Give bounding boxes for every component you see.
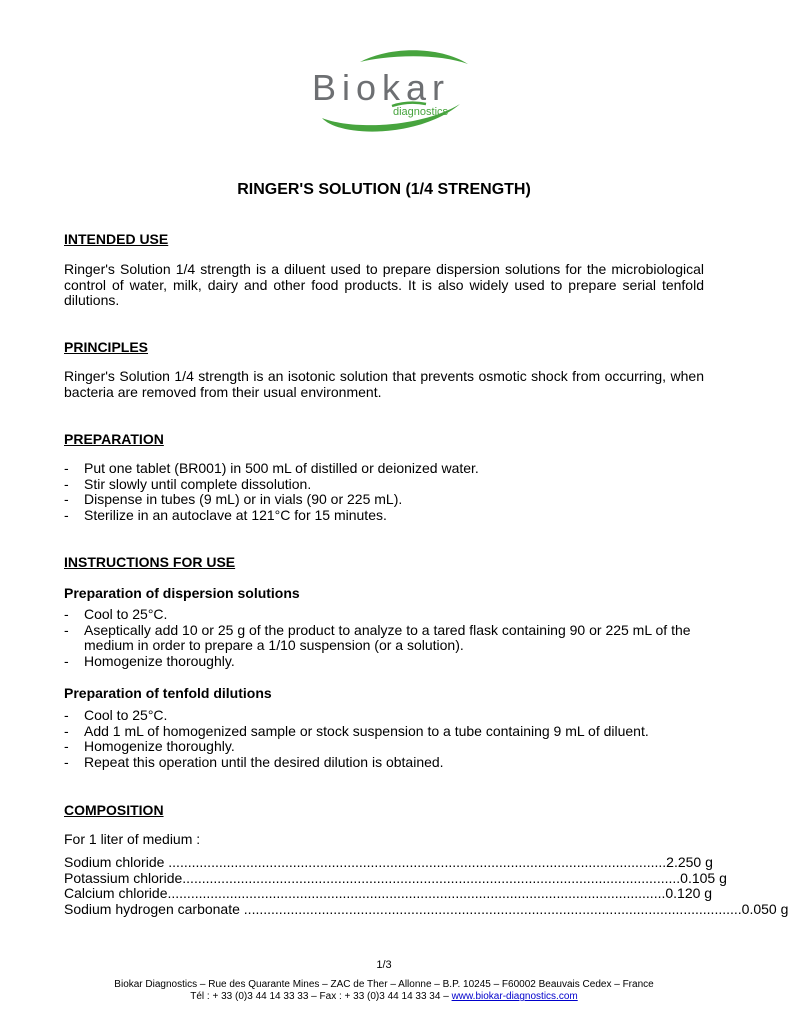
tenfold-list — [64, 708, 714, 770]
principles-text: Ringer's Solution 1/4 strength is an isotonic solution that prevents osmotic shock from occurring, when bacteria are removed from their usual environment. — [64, 368, 704, 400]
bullet-dash: - — [64, 606, 69, 622]
bullet-dash: - — [64, 652, 69, 669]
intended-use-text: Ringer's Solution 1/4 strength is a diluent used to prepare dispersion solutions for the microbiological control of water, milk, dairy and other food products. It is also widely used to prepare serial tenfold dilutions. — [64, 261, 704, 308]
dispersion-list — [64, 607, 714, 669]
composition-row — [64, 869, 727, 887]
composition-value: 0.105 g — [680, 869, 727, 886]
composition-row — [64, 900, 788, 918]
preparation-heading: PREPARATION — [64, 431, 164, 447]
company-logo — [300, 44, 472, 136]
bullet-dash: - — [64, 460, 69, 476]
principles-heading: PRINCIPLES — [64, 339, 149, 355]
list-item-text: Dispense in tubes (9 mL) or in vials (90 or 225 mL). — [84, 491, 403, 507]
bullet-dash: - — [64, 722, 69, 739]
list-item — [64, 508, 714, 524]
tenfold-heading: Preparation of tenfold dilutions — [64, 685, 272, 701]
composition-value: 0.050 g — [741, 900, 788, 917]
logo-sub-text: diagnostics — [393, 106, 449, 118]
composition-name: Sodium chloride — [64, 854, 165, 870]
list-item — [64, 708, 714, 724]
preparation-list — [64, 461, 714, 523]
list-item-text: Homogenize thoroughly. — [84, 738, 235, 754]
composition-row — [64, 854, 713, 871]
page-footer — [0, 979, 768, 1003]
footer-phone-fax: Tél : + 33 (0)3 44 14 33 33 – Fax : + 33 (0)3 44 14 33 34 – — [190, 991, 449, 1002]
list-item — [64, 724, 714, 740]
composition-heading: COMPOSITION — [64, 802, 164, 818]
leader-dots: ................................................................................................................................ — [182, 869, 681, 886]
composition-name: Potassium chloride — [64, 869, 183, 886]
list-item-text: Cool to 25°C. — [84, 707, 168, 723]
list-item-text: Homogenize thoroughly. — [84, 652, 235, 669]
list-item-text: Aseptically add 10 or 25 g of the product to analyze to a tared flask containing 90 or 225 mL of the medium in order to prepare a 1/10 suspension (or a solution). — [84, 621, 691, 653]
document-title: RINGER'S SOLUTION (1/4 STRENGTH) — [237, 181, 531, 198]
website-link[interactable]: www.biokar-diagnostics.com — [451, 991, 578, 1002]
leader-dots: ................................................................................................................................ — [164, 854, 667, 870]
composition-intro: For 1 liter of medium : — [64, 831, 201, 847]
list-item — [64, 461, 714, 477]
list-item — [64, 623, 714, 654]
page-number: 1/3 — [376, 959, 392, 971]
bullet-dash: - — [64, 475, 69, 492]
bullet-dash: - — [64, 707, 69, 723]
leader-dots: ................................................................................................................................ — [167, 885, 666, 901]
composition-value: 0.120 g — [665, 885, 713, 901]
bullet-dash: - — [64, 738, 69, 754]
list-item — [64, 755, 714, 771]
list-item-text: Sterilize in an autoclave at 121°C for 15 minutes. — [84, 506, 387, 523]
bullet-dash: - — [64, 491, 69, 507]
composition-value: 2.250 g — [666, 854, 713, 870]
dispersion-heading: Preparation of dispersion solutions — [64, 585, 300, 601]
list-item — [64, 654, 714, 670]
composition-table — [64, 854, 788, 917]
logo-brand-text: Biokar — [312, 67, 451, 108]
bullet-dash: - — [64, 753, 69, 770]
list-item — [64, 492, 714, 508]
leader-dots: ................................................................................................................................ — [239, 900, 742, 917]
list-item-text: Add 1 mL of homogenized sample or stock suspension to a tube containing 9 mL of diluent. — [84, 722, 649, 739]
bullet-dash: - — [64, 506, 69, 523]
list-item-text: Put one tablet (BR001) in 500 mL of distilled or deionized water. — [84, 460, 479, 476]
list-item-text: Cool to 25°C. — [84, 606, 168, 622]
intended-use-heading: INTENDED USE — [64, 231, 169, 247]
composition-row — [64, 885, 713, 902]
list-item — [64, 739, 714, 755]
list-item-text: Stir slowly until complete dissolution. — [84, 475, 312, 492]
list-item — [64, 477, 714, 493]
list-item-text: Repeat this operation until the desired dilution is obtained. — [84, 753, 444, 770]
footer-contact — [0, 991, 768, 1003]
footer-address: Biokar Diagnostics – Rue des Quarante Mines – ZAC de Ther – Allonne – B.P. 10245 – F60002 Beauvais Cedex – France — [114, 979, 654, 990]
composition-name: Calcium chloride — [64, 885, 168, 901]
instructions-heading: INSTRUCTIONS FOR USE — [64, 554, 236, 570]
bullet-dash: - — [64, 621, 69, 638]
composition-name: Sodium hydrogen carbonate — [64, 900, 240, 917]
list-item — [64, 607, 714, 623]
